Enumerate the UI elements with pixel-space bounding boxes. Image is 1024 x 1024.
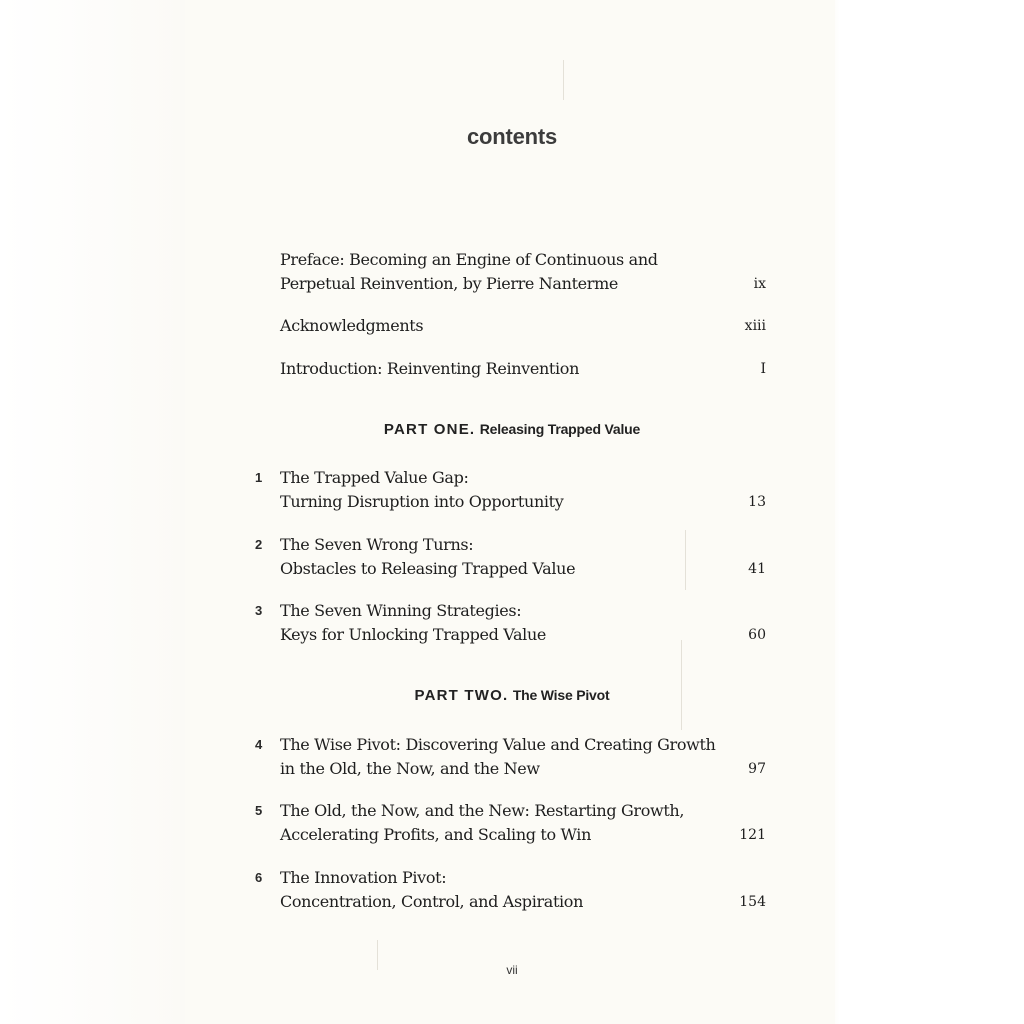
- entry-page-number: 154: [739, 894, 766, 910]
- entry-title-line: The Old, the Now, and the New: Restarting Growth,: [280, 801, 685, 820]
- entry-page-number: xiii: [744, 318, 766, 334]
- entry-title-line: Obstacles to Releasing Trapped Value: [280, 559, 576, 578]
- entry-title-line: Concentration, Control, and Aspiration: [280, 892, 584, 911]
- toc-entry-introduction[interactable]: [280, 357, 766, 381]
- entry-page-number: 60: [748, 627, 766, 643]
- entry-title-line: Perpetual Reinvention, by Pierre Nanterme: [280, 274, 619, 293]
- entry-title-line: Keys for Unlocking Trapped Value: [280, 625, 547, 644]
- toc-entry-chapter[interactable]: [255, 866, 766, 914]
- part-label: PART ONE.: [383, 421, 476, 438]
- entry-page-number: 13: [748, 494, 766, 510]
- chapter-number: 1: [255, 470, 263, 485]
- toc-entry-acknowledgments[interactable]: [280, 314, 766, 338]
- toc-entry-chapter[interactable]: [255, 466, 766, 514]
- chapter-number: 6: [255, 870, 263, 885]
- entry-title-line: Turning Disruption into Opportunity: [280, 492, 564, 511]
- part-title: Releasing Trapped Value: [479, 421, 641, 437]
- entry-page-number: ix: [753, 276, 766, 292]
- entry-title-line: The Seven Wrong Turns:: [280, 535, 474, 554]
- part-one-heading: [0, 421, 1024, 439]
- part-label: PART TWO.: [414, 687, 509, 704]
- entry-title-line: in the Old, the Now, and the New: [280, 759, 540, 778]
- entry-title-line: Preface: Becoming an Engine of Continuous and: [280, 250, 658, 269]
- entry-page-number: I: [760, 361, 766, 377]
- entry-title-line: Introduction: Reinventing Reinvention: [280, 359, 580, 378]
- toc-entry-chapter[interactable]: [255, 799, 766, 847]
- chapter-number: 3: [255, 603, 263, 618]
- chapter-number: 5: [255, 803, 263, 818]
- toc-entry-chapter[interactable]: [255, 533, 766, 581]
- entry-title-line: The Innovation Pivot:: [280, 868, 447, 887]
- entry-page-number: 41: [748, 561, 766, 577]
- page-folio: vii: [506, 963, 518, 977]
- contents-title: contents: [466, 124, 558, 149]
- entry-title-line: The Trapped Value Gap:: [280, 468, 469, 487]
- entry-title-line: Accelerating Profits, and Scaling to Win: [280, 825, 592, 844]
- toc-entry-preface[interactable]: [280, 248, 766, 296]
- entry-title-line: The Seven Winning Strategies:: [280, 601, 522, 620]
- entry-title-line: Acknowledgments: [280, 316, 424, 335]
- chapter-number: 4: [255, 737, 263, 752]
- entry-page-number: 97: [748, 761, 766, 777]
- toc-entry-chapter[interactable]: [255, 733, 766, 781]
- scan-mark: [681, 640, 682, 730]
- part-title: The Wise Pivot: [512, 687, 610, 703]
- toc-entry-chapter[interactable]: [255, 599, 766, 647]
- entry-title-line: The Wise Pivot: Discovering Value and Creating Growth: [280, 735, 716, 754]
- part-two-heading: [0, 687, 1024, 705]
- entry-page-number: 121: [739, 827, 766, 843]
- scan-mark: [563, 60, 564, 100]
- chapter-number: 2: [255, 537, 263, 552]
